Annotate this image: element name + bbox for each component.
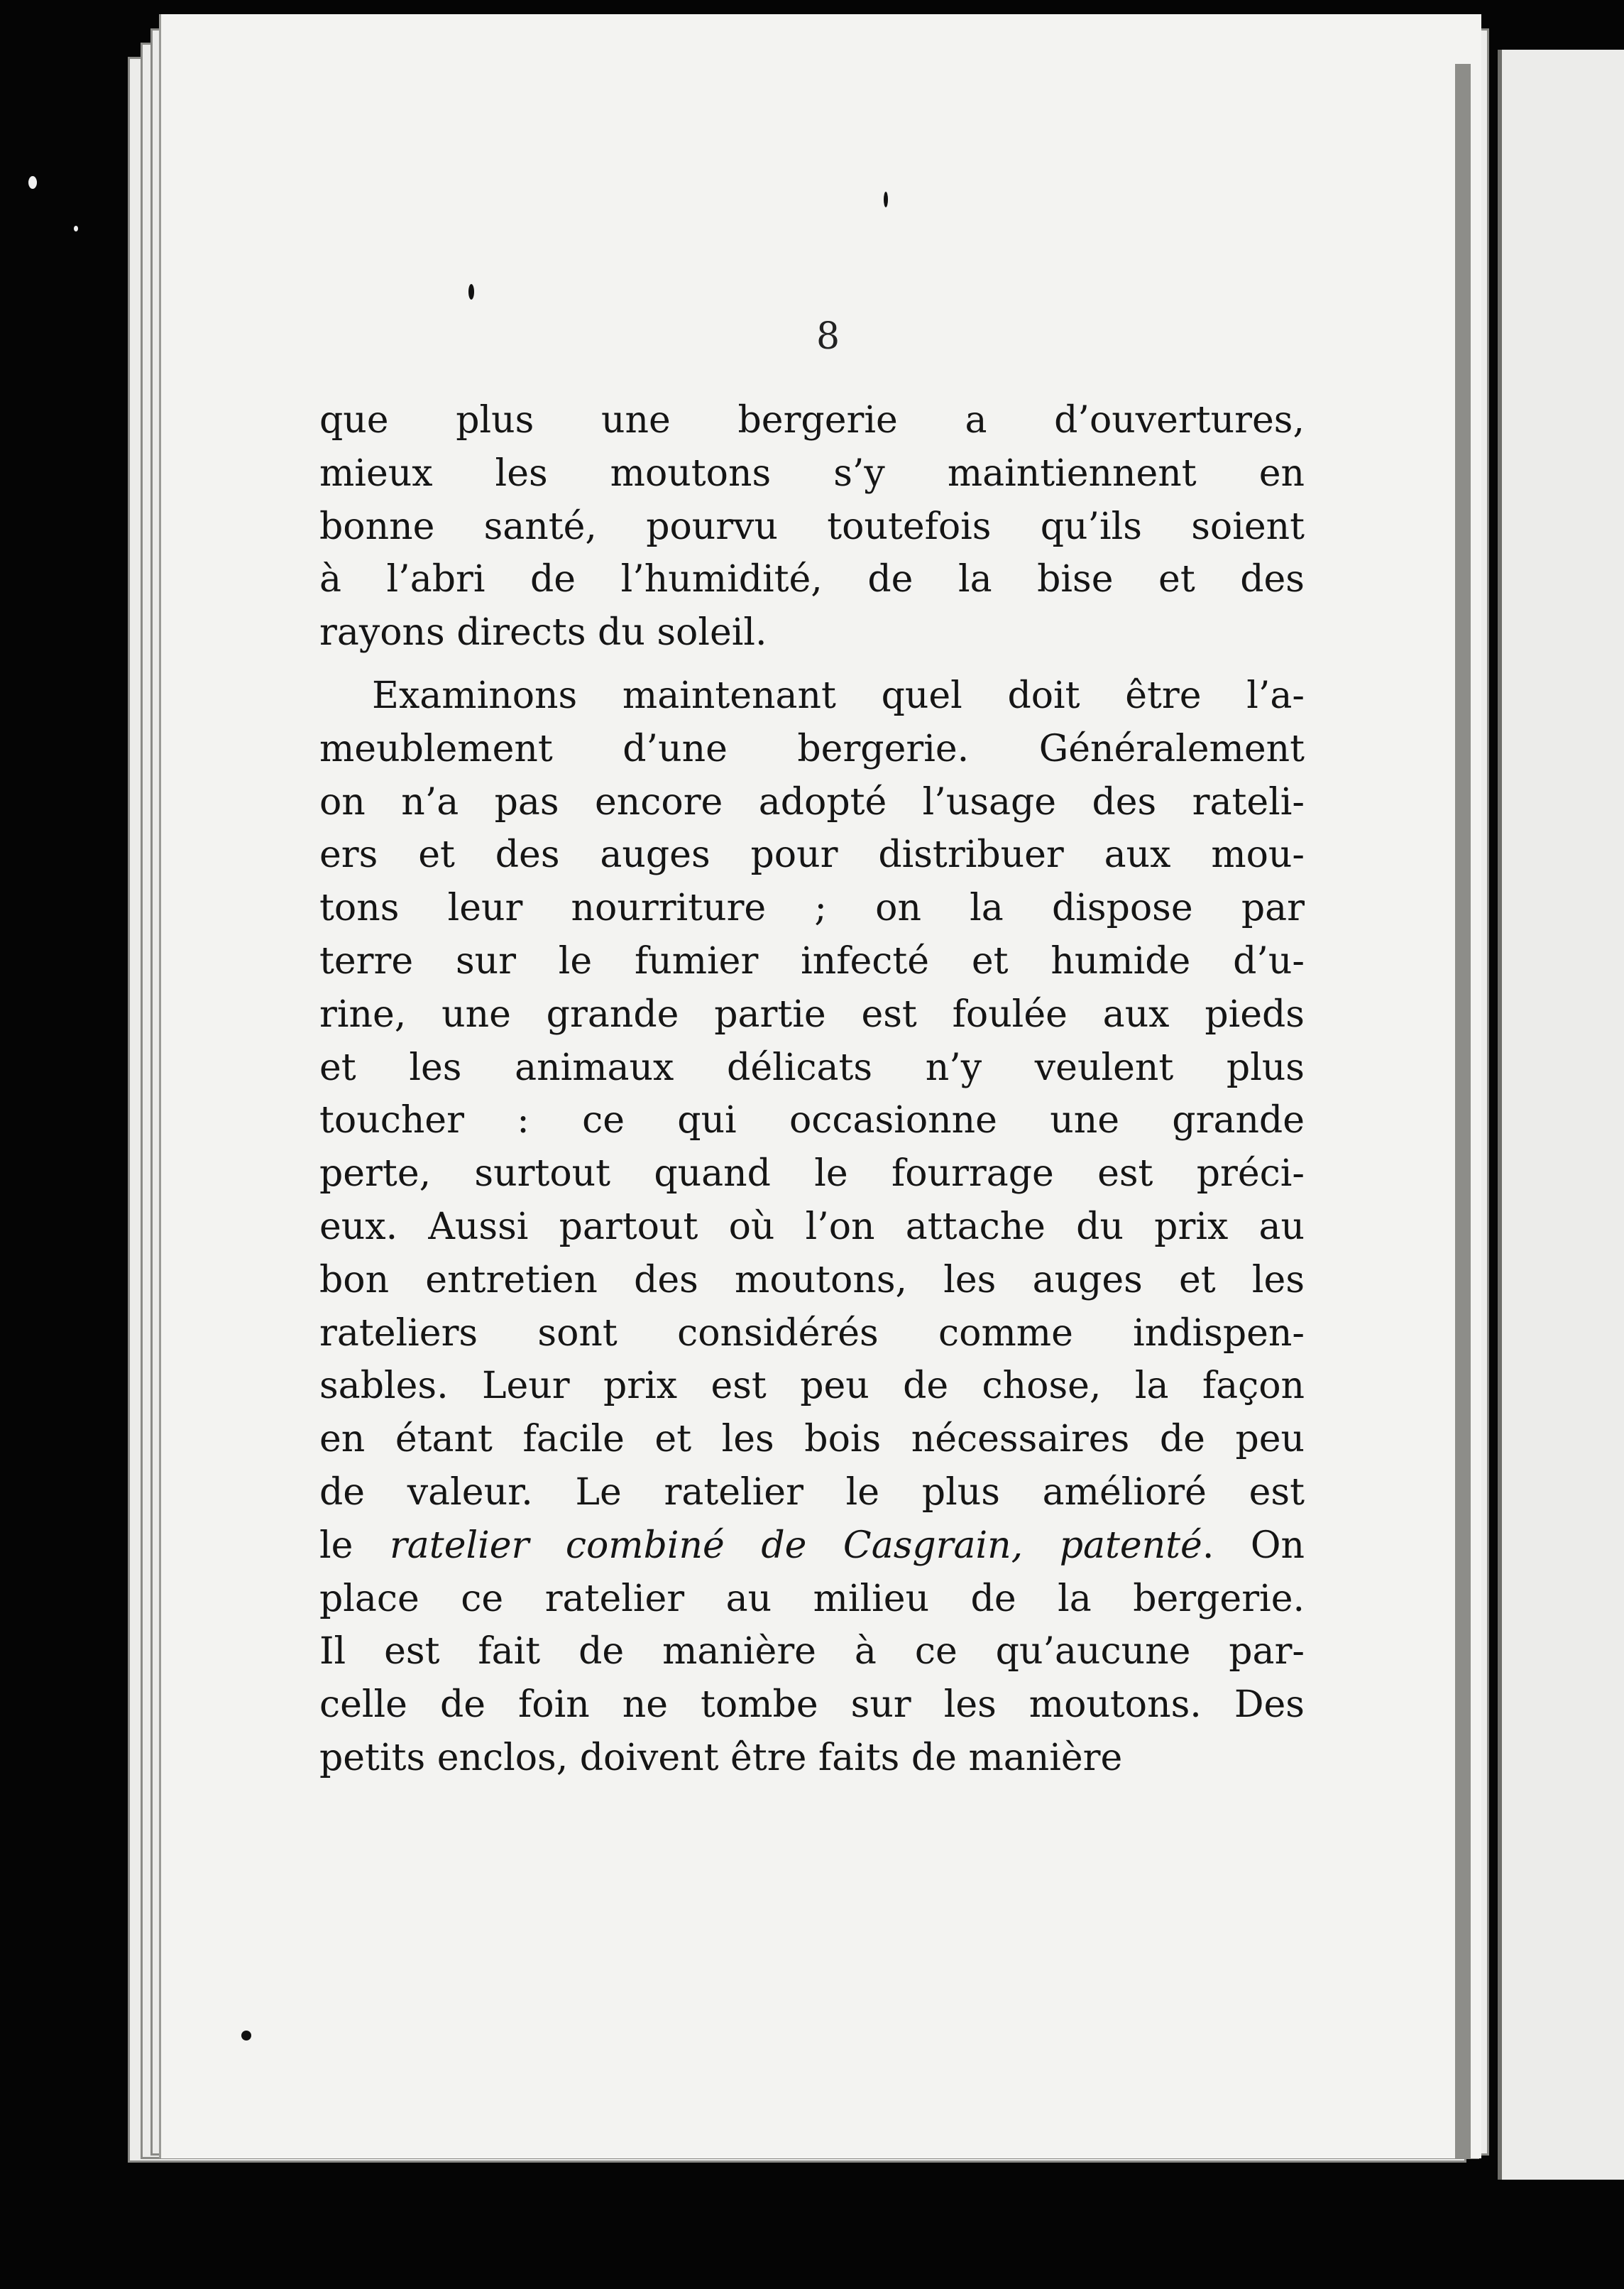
text-line: ers et des auges pour distribuer aux mou- — [319, 834, 1305, 877]
italic-product-name: ratelier combiné de Casgrain, patenté — [389, 1524, 1202, 1567]
text-line: perte, surtout quand le fourrage est préci- — [319, 1152, 1305, 1196]
text-line: bon entretien des moutons, les auges et les — [319, 1258, 1305, 1301]
text-line: le ratelier combiné de Casgrain, patenté. On — [319, 1524, 1305, 1567]
ink-speck — [241, 2031, 251, 2041]
text-line: à l’abri de l’humidité, de la bise et des — [319, 558, 1305, 601]
text-line: que plus une bergerie a d’ouvertures, — [319, 399, 1305, 442]
paragraph-gap — [319, 660, 1305, 670]
text-line: sables. Leur prix est peu de chose, la façon — [319, 1365, 1305, 1408]
text-line: toucher : ce qui occasionne une grande — [319, 1099, 1305, 1142]
paragraph — [319, 394, 1305, 660]
text-line: terre sur le fumier infecté et humide d’u- — [319, 939, 1305, 983]
text-line: tons leur nourriture ; on la dispose par — [319, 887, 1305, 930]
text-line: celle de foin ne tombe sur les moutons. Des — [319, 1683, 1305, 1727]
text-line: rateliers sont considérés comme indispen- — [319, 1311, 1305, 1355]
dust-speck — [28, 176, 37, 189]
text-line: petits enclos, doivent être faits de manière — [319, 1736, 1123, 1779]
text-line: et les animaux délicats n’y veulent plus — [319, 1046, 1305, 1089]
text-line: rine, une grande partie est foulée aux pieds — [319, 993, 1305, 1036]
text-line: en étant facile et les bois nécessaires de peu — [319, 1418, 1305, 1461]
text-line: mieux les moutons s’y maintiennent en — [319, 452, 1305, 495]
text-line: place ce ratelier au milieu de la bergerie. — [319, 1577, 1305, 1620]
text-line: de valeur. Le ratelier le plus amélioré est — [319, 1470, 1305, 1514]
page-number: 8 — [816, 315, 840, 358]
text-line: Examinons maintenant quel doit être l’a- — [372, 674, 1305, 717]
text-line: rayons directs du soleil. — [319, 611, 767, 655]
ink-speck — [884, 192, 888, 207]
paragraph — [319, 670, 1305, 1785]
facing-page-edge — [1498, 50, 1624, 2180]
body-text — [319, 394, 1305, 1785]
text-line: bonne santé, pourvu toutefois qu’ils soient — [319, 505, 1305, 548]
text-line: on n’a pas encore adopté l’usage des rateli- — [319, 780, 1305, 824]
dust-speck — [74, 226, 78, 231]
binding-gutter — [1455, 64, 1471, 2158]
text-line: Il est fait de manière à ce qu’aucune par- — [319, 1630, 1305, 1673]
text-line: meublement d’une bergerie. Généralement — [319, 727, 1305, 770]
text-line: eux. Aussi partout où l’on attache du prix au — [319, 1205, 1305, 1248]
ink-speck — [468, 284, 474, 300]
